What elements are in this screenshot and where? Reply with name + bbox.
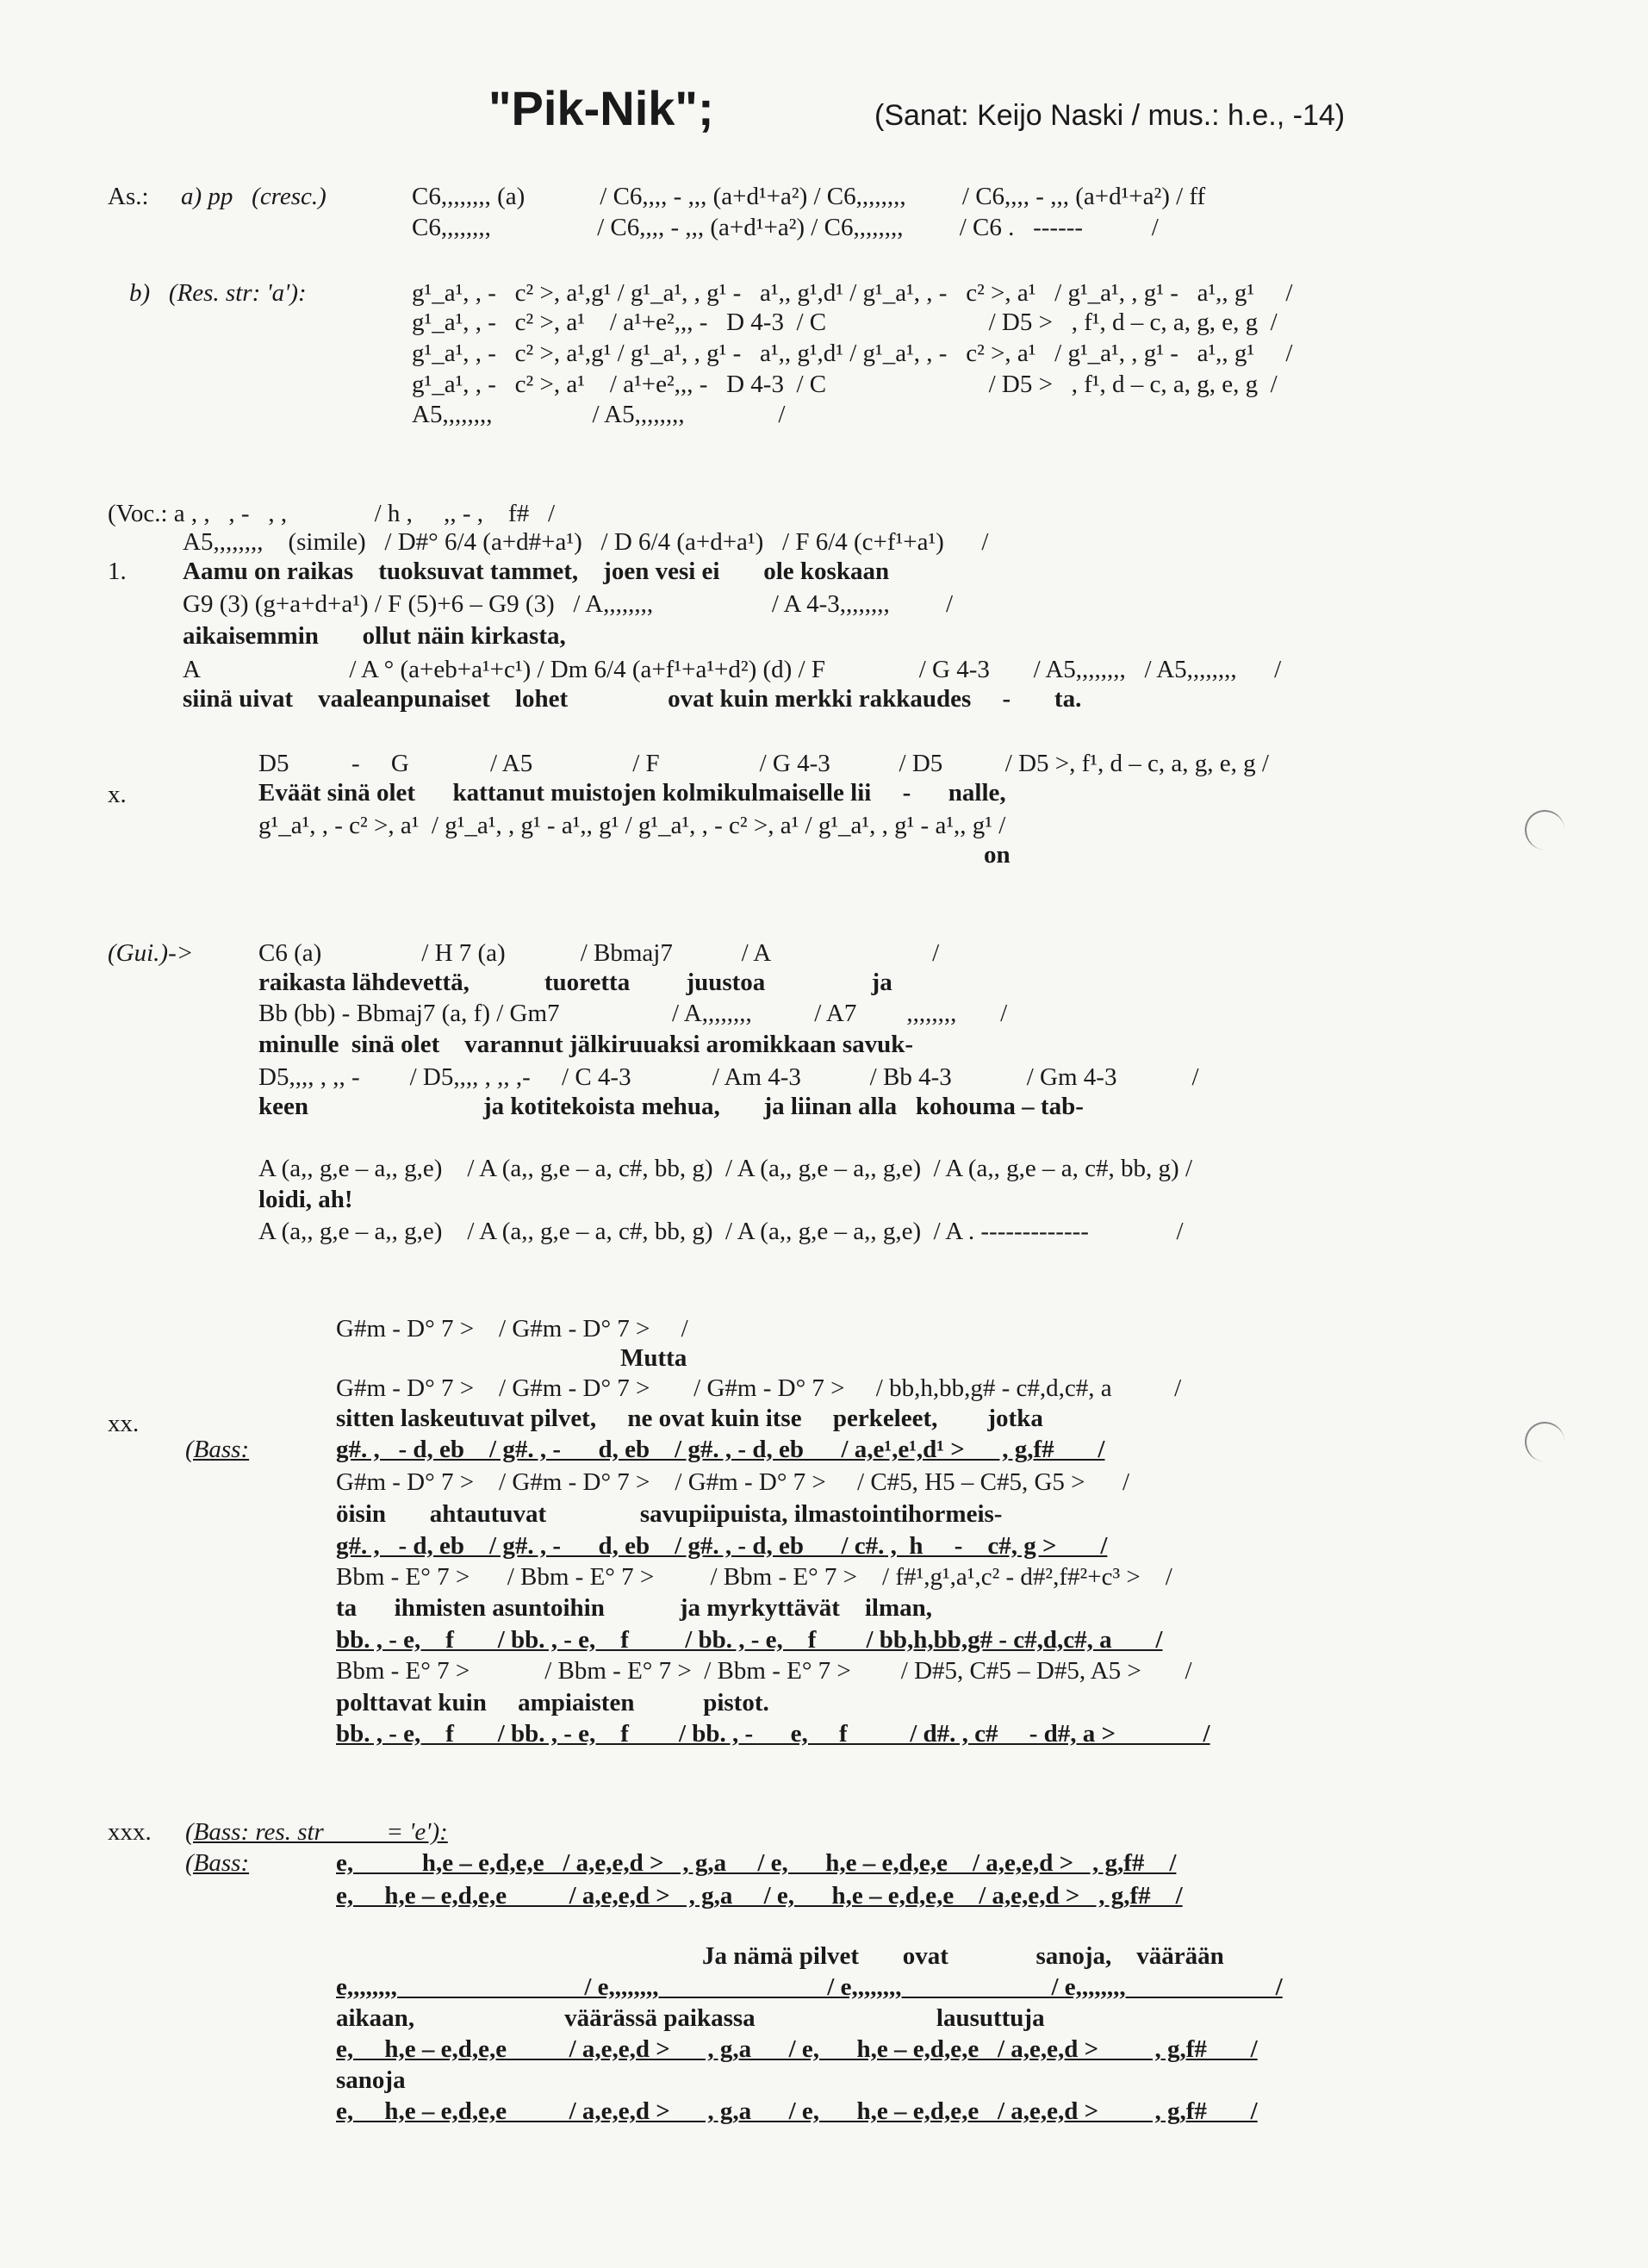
- bass-line: e,,,,,,,, / e,,,,,,,, / e,,,,,,,, / e,,,,,,,, /: [336, 1973, 1283, 2001]
- intro-b-line: g¹_a¹, , - c² >, a¹,g¹ / g¹_a¹, , g¹ - a¹,, g¹,d¹ / g¹_a¹, , - c² >, a¹ / g¹_a¹, , g¹ - a¹,, g¹ /: [412, 340, 1293, 367]
- bass-res-label: (Bass: res. str = 'e'):: [185, 1818, 448, 1846]
- chord-line: A / A ° (a+eb+a¹+c¹) / Dm 6/4 (a+f¹+a¹+d²) (d) / F / G 4-3 / A5,,,,,,,, / A5,,,,,,,, /: [183, 656, 1282, 683]
- verse-number: xx.: [108, 1410, 140, 1437]
- lyric-line: sitten laskeutuvat pilvet, ne ovat kuin itse perkeleet, jotka: [336, 1405, 1043, 1432]
- lyric-line: Aamu on raikas tuoksuvat tammet, joen vesi ei ole koskaan: [183, 558, 890, 585]
- chord-line: G#m - D° 7 > / G#m - D° 7 > /: [336, 1315, 688, 1343]
- lyric-line: sanoja: [336, 2066, 406, 2094]
- chord-line: C6 (a) / H 7 (a) / Bbmaj7 / A /: [258, 939, 940, 967]
- lyric-line: polttavat kuin ampiaisten pistot.: [336, 1689, 769, 1717]
- bass-line: e, h,e – e,d,e,e / a,e,e,d > , g,a / e, h,e – e,d,e,e / a,e,e,d > , g,f# /: [336, 1882, 1183, 1910]
- chord-line: G9 (3) (g+a+d+a¹) / F (5)+6 – G9 (3) / A,,,,,,,, / A 4-3,,,,,,,, /: [183, 590, 954, 618]
- guitar-label: (Gui.)->: [108, 939, 194, 967]
- intro-b-line: g¹_a¹, , - c² >, a¹ / a¹+e²,,, - D 4-3 / C / D5 > , f¹, d – c, a, g, e, g /: [412, 371, 1278, 398]
- bass-line: bb. , - e, f / bb. , - e, f / bb. , - e, f / bb,h,bb,g# - c#,d,c#, a /: [336, 1626, 1163, 1654]
- intro-label: As.:: [108, 183, 149, 210]
- punch-hole-mark: [1525, 810, 1564, 850]
- lyric-line: ta ihmisten asuntoihin ja myrkyttävät ilman,: [336, 1594, 933, 1622]
- note-line: g¹_a¹, , - c² >, a¹ / g¹_a¹, , g¹ - a¹,, g¹ / g¹_a¹, , - c² >, a¹ / g¹_a¹, , g¹ - a¹,, g¹ /: [258, 812, 1006, 839]
- intro-a-line: C6,,,,,,,, (a) / C6,,,, - ,,, (a+d¹+a²) / C6,,,,,,,, / C6,,,, - ,,, (a+d¹+a²) / ff: [412, 183, 1206, 210]
- lyric-line: minulle sinä olet varannut jälkiruuaksi aromikkaan savuk-: [258, 1031, 914, 1058]
- chord-line: A (a,, g,e – a,, g,e) / A (a,, g,e – a, c#, bb, g) / A (a,, g,e – a,, g,e) / A (a,, g,e – a, c#, bb, g) /: [258, 1155, 1193, 1182]
- bass-line: e, h,e – e,d,e,e / a,e,e,d > , g,a / e, h,e – e,d,e,e / a,e,e,d > , g,f# /: [336, 2035, 1258, 2063]
- lyric-line: aikaisemmin ollut näin kirkasta,: [183, 622, 566, 650]
- lyric-line: loidi, ah!: [258, 1186, 353, 1213]
- intro-b-line: A5,,,,,,,, / A5,,,,,,,, /: [412, 401, 786, 428]
- lyric-line: keen ja kotitekoista mehua, ja liinan alla kohouma – tab-: [258, 1093, 1084, 1120]
- lyric-line: aikaan, väärässä paikassa lausuttuja: [336, 2004, 1045, 2032]
- lyric-line: Mutta: [620, 1344, 687, 1372]
- bass-label: (Bass:: [185, 1436, 250, 1463]
- verse-number: 1.: [108, 558, 127, 585]
- chord-line: D5,,,, , ,, - / D5,,,, , ,, ,- / C 4-3 / Am 4-3 / Bb 4-3 / Gm 4-3 /: [258, 1063, 1199, 1091]
- bass-line: bb. , - e, f / bb. , - e, f / bb. , - e, f / d#. , c# - d#, a > /: [336, 1720, 1210, 1748]
- chord-line: D5 - G / A5 / F / G 4-3 / D5 / D5 >, f¹, d – c, a, g, e, g /: [258, 750, 1269, 777]
- punch-hole-mark: [1525, 1422, 1564, 1461]
- bass-line: g#. , - d, eb / g#. , - d, eb / g#. , - d, eb / c#. , h - c#, g > /: [336, 1532, 1108, 1560]
- lyric-line: siinä uivat vaaleanpunaiset lohet ovat kuin merkki rakkaudes - ta.: [183, 685, 1082, 713]
- bass-line: g#. , - d, eb / g#. , - d, eb / g#. , - d, eb / a,e¹,e¹,d¹ > , g,f# /: [336, 1436, 1105, 1463]
- lyric-line: on: [984, 841, 1011, 869]
- chord-line: Bb (bb) - Bbmaj7 (a, f) / Gm7 / A,,,,,,,, / A7 ,,,,,,,, /: [258, 1000, 1008, 1027]
- verse-number: x.: [108, 781, 127, 808]
- lyric-line: öisin ahtautuvat savupiipuista, ilmastointihormeis-: [336, 1500, 1003, 1528]
- page-title: "Pik-Nik";: [488, 81, 714, 135]
- intro-b-label: b) (Res. str: 'a'):: [129, 279, 307, 307]
- bass-line: e, h,e – e,d,e,e / a,e,e,d > , g,a / e, h,e – e,d,e,e / a,e,e,d > , g,f# /: [336, 2097, 1258, 2125]
- intro-b-line: g¹_a¹, , - c² >, a¹ / a¹+e²,,, - D 4-3 / C / D5 > , f¹, d – c, a, g, e, g /: [412, 308, 1278, 336]
- credits: (Sanat: Keijo Naski / mus.: h.e., -14): [874, 99, 1346, 132]
- chord-line: G#m - D° 7 > / G#m - D° 7 > / G#m - D° 7 > / bb,h,bb,g# - c#,d,c#, a /: [336, 1374, 1182, 1402]
- lyric-line: Eväät sinä olet kattanut muistojen kolmikulmaiselle lii - nalle,: [258, 779, 1006, 807]
- lyric-line: raikasta lähdevettä, tuoretta juustoa ja: [258, 969, 892, 996]
- chord-line: G#m - D° 7 > / G#m - D° 7 > / G#m - D° 7 > / C#5, H5 – C#5, G5 > /: [336, 1468, 1130, 1496]
- chord-line: A5,,,,,,,, (simile) / D#° 6/4 (a+d#+a¹) / D 6/4 (a+d+a¹) / F 6/4 (c+f¹+a¹) /: [183, 528, 989, 556]
- bass-line: e, h,e – e,d,e,e / a,e,e,d > , g,a / e, h,e – e,d,e,e / a,e,e,d > , g,f# /: [336, 1849, 1177, 1877]
- intro-b-line: g¹_a¹, , - c² >, a¹,g¹ / g¹_a¹, , g¹ - a¹,, g¹,d¹ / g¹_a¹, , - c² >, a¹ / g¹_a¹, , g¹ - a¹,, g¹ /: [412, 279, 1293, 307]
- bass-label: (Bass:: [185, 1849, 250, 1877]
- chord-line: Bbm - E° 7 > / Bbm - E° 7 > / Bbm - E° 7 > / D#5, C#5 – D#5, A5 > /: [336, 1657, 1192, 1685]
- intro-a-label: a) pp (cresc.): [181, 183, 326, 210]
- intro-a-line: C6,,,,,,,, / C6,,,, - ,,, (a+d¹+a²) / C6,,,,,,,, / C6 . ------ /: [412, 214, 1159, 241]
- lyric-line: Ja nämä pilvet ovat sanoja, väärään: [702, 1942, 1224, 1970]
- voc-line: (Voc.: a , , , - , , / h , ,, - , f# /: [108, 500, 555, 527]
- chord-line: A (a,, g,e – a,, g,e) / A (a,, g,e – a, c#, bb, g) / A (a,, g,e – a,, g,e) / A . ------------- /: [258, 1218, 1184, 1245]
- verse-number: xxx.: [108, 1818, 152, 1846]
- chord-line: Bbm - E° 7 > / Bbm - E° 7 > / Bbm - E° 7 > / f#¹,g¹,a¹,c² - d#²,f#²+c³ > /: [336, 1563, 1172, 1591]
